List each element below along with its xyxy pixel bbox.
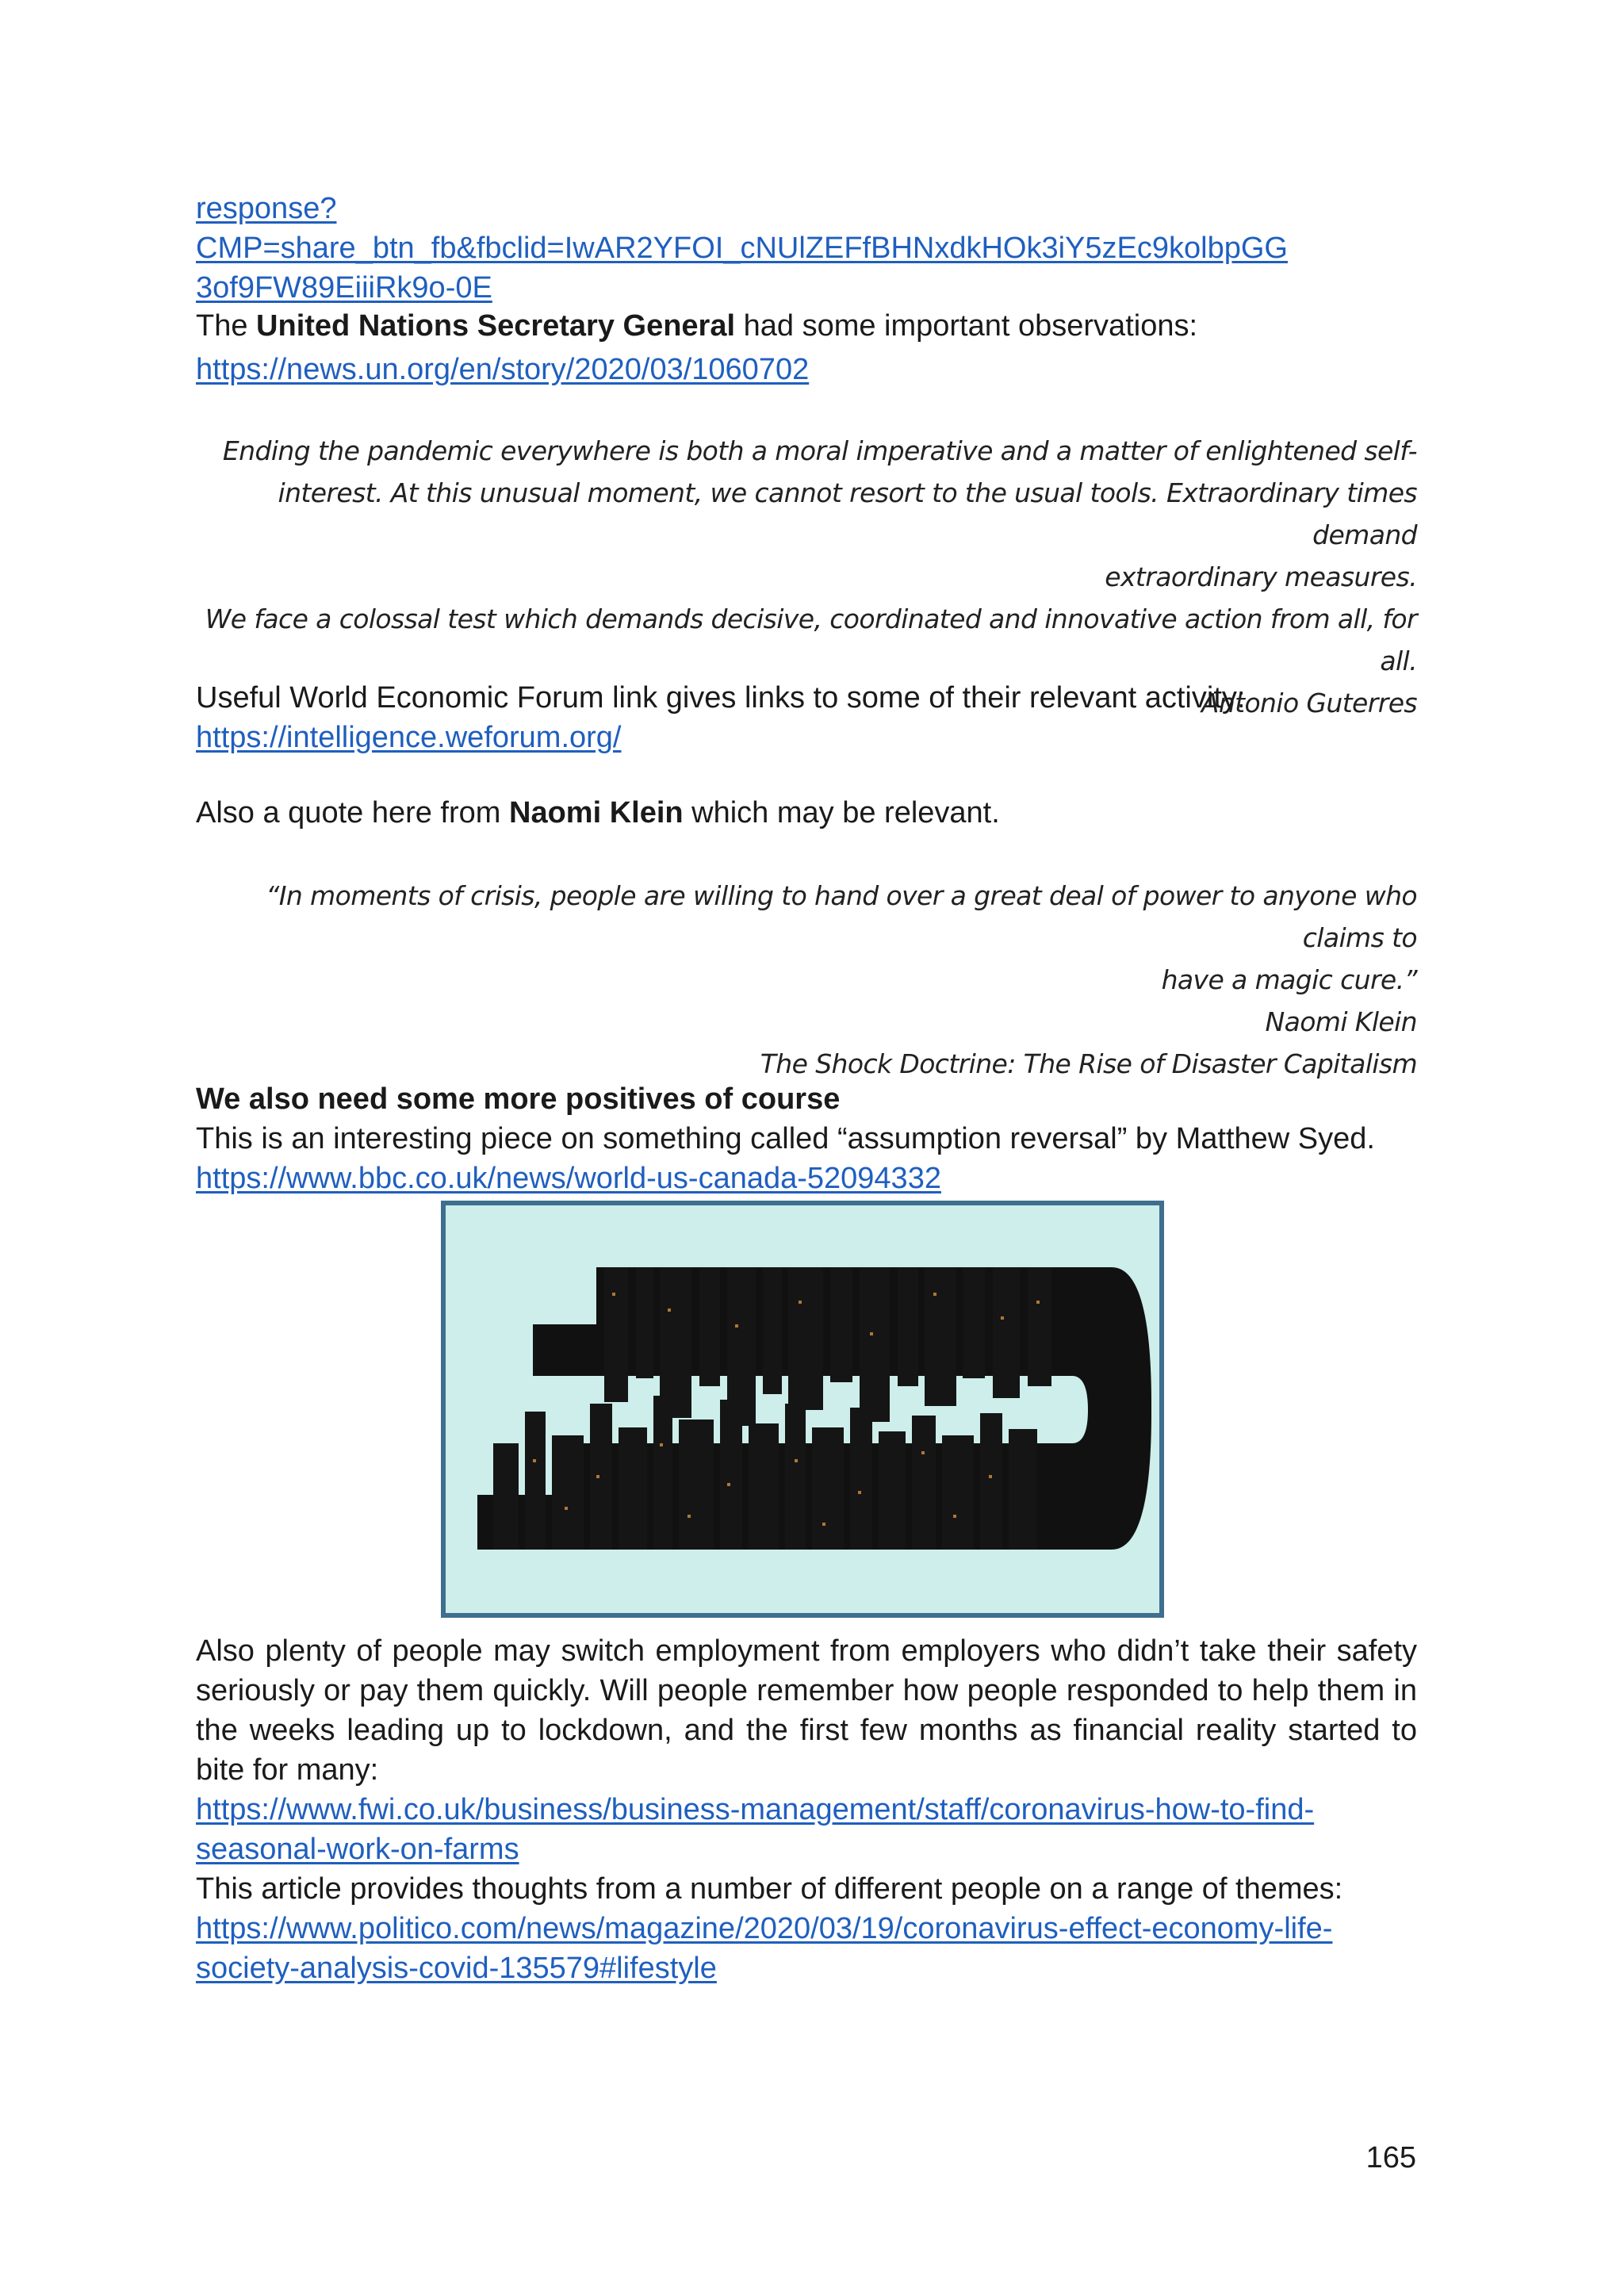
positives-text: This is an interesting piece on something called “assumption reversal” by Matthew Syed.	[196, 1122, 1375, 1155]
top-link-block	[196, 189, 1417, 308]
un-prefix: The	[196, 309, 257, 343]
quote2-source: The Shock Doctrine: The Rise of Disaster Capitalism	[760, 1048, 1417, 1079]
employment-paragraph	[196, 1631, 1417, 1869]
fwi-link-line1[interactable]: https://www.fwi.co.uk/business/business-management/staff/coronavirus-how-to-find-	[196, 1793, 1315, 1826]
un-bold: United Nations Secretary General	[256, 309, 736, 343]
positives-paragraph	[196, 1079, 1417, 1198]
wef-link[interactable]: https://intelligence.weforum.org/	[196, 721, 622, 754]
politico-text: This article provides thoughts from a number of different people on a range of themes:	[196, 1872, 1343, 1906]
quote2-line2: have a magic cure.”	[1161, 964, 1417, 995]
klein-prefix: Also a quote here from	[196, 796, 509, 829]
employment-text: Also plenty of people may switch employment from employers who didn’t take their safety seriously or pay them quickly. Will people remember how people responded to help them in the weeks leading up to lockdown, and the first few months as financial reality started to bite for many:	[196, 1634, 1417, 1787]
lower-skyline	[493, 1396, 1037, 1550]
quote1-line3: extraordinary measures.	[1105, 561, 1417, 592]
quote1-line2: interest. At this unusual moment, we cannot resort to the usual tools. Extraordinary times demand	[278, 477, 1417, 550]
wef-text: Useful World Economic Forum link gives links to some of their relevant activity:	[196, 681, 1246, 715]
klein-quote	[196, 875, 1417, 1085]
city-skyline-illustration	[446, 1205, 1159, 1613]
klein-paragraph	[196, 793, 1417, 833]
wef-paragraph	[196, 678, 1417, 757]
bbc-link[interactable]: https://www.bbc.co.uk/news/world-us-canada-52094332	[196, 1162, 941, 1195]
klein-bold: Naomi Klein	[509, 796, 684, 829]
city-reflection-image	[441, 1201, 1164, 1618]
politico-link-line2[interactable]: society-analysis-covid-135579#lifestyle	[196, 1952, 717, 1985]
un-suffix: had some important observations:	[735, 309, 1198, 343]
top-link-line1[interactable]: response?CMP=share_btn_fb&fbclid=IwAR2YFOI_cNUlZEFfBHNxdkHOk3iY5zEc9kolbpGG	[196, 192, 1288, 265]
quote1-line4: We face a colossal test which demands decisive, coordinated and innovative action from all, for all.	[205, 603, 1417, 676]
klein-suffix: which may be relevant.	[683, 796, 1000, 829]
page-number: 165	[1365, 2141, 1416, 2174]
politico-paragraph	[196, 1869, 1417, 1988]
fwi-link-line2[interactable]: seasonal-work-on-farms	[196, 1833, 519, 1866]
quote1-line1: Ending the pandemic everywhere is both a moral imperative and a matter of enlightened self-	[222, 435, 1417, 466]
quote2-line1: “In moments of crisis, people are willing to hand over a great deal of power to anyone who claims to	[266, 880, 1417, 953]
quote1-author: Antonio Guterres	[1201, 688, 1417, 718]
quote2-author: Naomi Klein	[1265, 1006, 1417, 1037]
positives-heading: We also need some more positives of course	[196, 1082, 841, 1116]
top-link-line2[interactable]: 3of9FW89EiiiRk9o-0E	[196, 271, 492, 305]
un-link[interactable]: https://news.un.org/en/story/2020/03/1060702	[196, 353, 810, 386]
politico-link-line1[interactable]: https://www.politico.com/news/magazine/2020/03/19/coronavirus-effect-economy-life-	[196, 1912, 1333, 1945]
un-paragraph	[196, 306, 1417, 393]
